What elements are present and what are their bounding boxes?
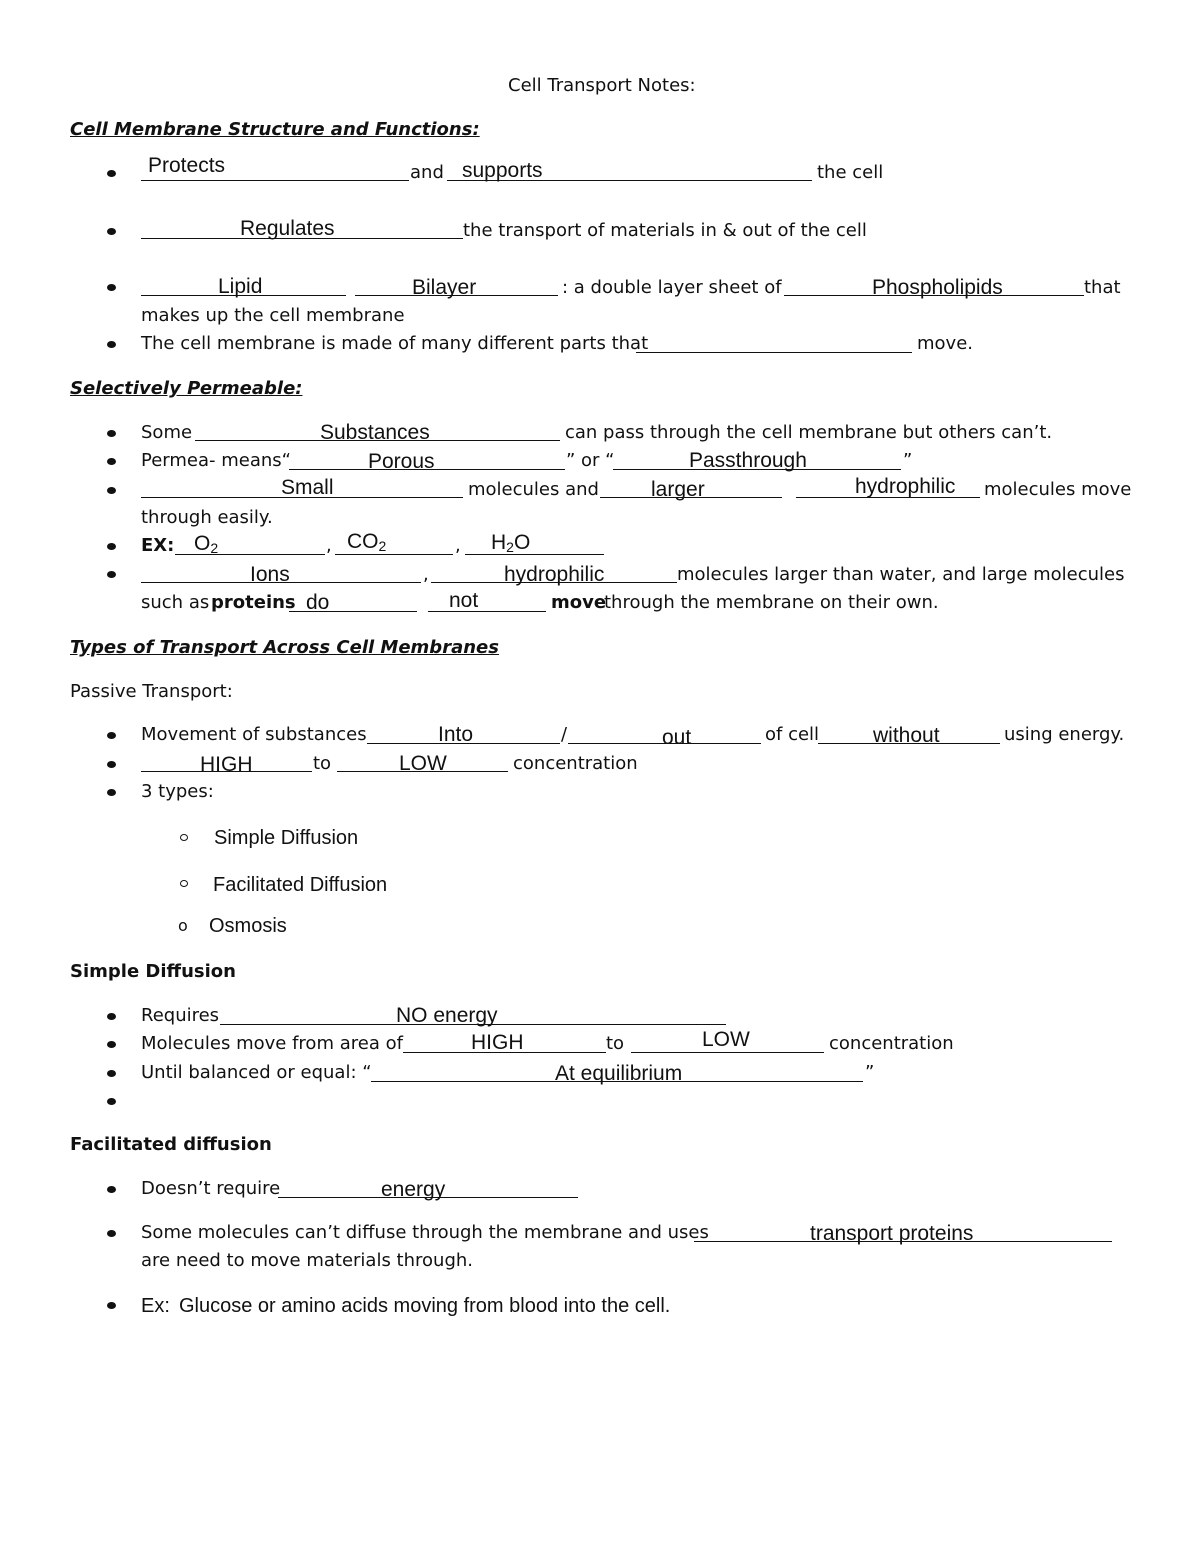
text-own: through the membrane on their own. (604, 592, 939, 613)
text-comma: , (423, 564, 429, 585)
ex-label: EX: (141, 535, 175, 556)
answer-phospholipids: Phospholipids (872, 276, 1003, 299)
text-three-types: 3 types: (141, 781, 214, 802)
text-close-quote-2: ” (865, 1062, 875, 1083)
bullet-icon (107, 1186, 116, 1193)
text-of-cell: of cell (765, 724, 820, 745)
text-comma: , (455, 535, 461, 556)
answer-not: not (449, 589, 479, 612)
answer-co2 (347, 531, 386, 552)
sub-bullet-icon (180, 880, 188, 887)
text-the-cell: the cell (817, 162, 884, 183)
text-some: Some (141, 422, 193, 443)
text-bilayer-def: : a double layer sheet of (562, 277, 782, 298)
o2-main: O (194, 532, 211, 555)
text-regulates: the transport of materials in & out of the cell (463, 220, 867, 241)
blank-line (428, 611, 546, 612)
answer-substances: Substances (320, 421, 430, 444)
text-molecules-move: molecules move (984, 479, 1132, 500)
bullet-icon (107, 1302, 116, 1309)
type-item-facilitated-diffusion: Facilitated Diffusion (213, 874, 388, 896)
text-concentration: concentration (513, 753, 638, 774)
h2o-h: H (491, 531, 507, 554)
bullet-icon (107, 1070, 116, 1077)
bullet-icon (107, 1013, 116, 1020)
text-using-energy: using energy. (1004, 724, 1125, 745)
type-item-simple-diffusion: Simple Diffusion (214, 827, 359, 849)
text-slash: / (561, 724, 568, 745)
blank-line (141, 180, 409, 181)
type-item-osmosis: Osmosis (209, 915, 287, 937)
text-to-2: to (606, 1033, 625, 1054)
answer-ions: Ions (250, 563, 290, 586)
bullet-icon (107, 284, 116, 291)
text-and: and (410, 162, 444, 183)
answer-bilayer: Bilayer (412, 276, 477, 299)
text-makes-up: makes up the cell membrane (141, 305, 405, 326)
blank-line (465, 554, 604, 555)
answer-high-2: HIGH (471, 1031, 524, 1054)
answer-porous: Porous (368, 450, 435, 473)
answer-hydrophilic: hydrophilic (855, 475, 956, 498)
move-bold: move (551, 592, 607, 613)
answer-out: out (662, 726, 692, 749)
text-close-quote: ” (903, 450, 913, 471)
text-concentration-2: concentration (829, 1033, 954, 1054)
answer-larger: larger (651, 478, 705, 501)
text-move-bold (551, 594, 606, 612)
blank-line (636, 352, 912, 353)
h2o-o: O (513, 531, 531, 554)
text-move: move. (917, 333, 973, 354)
example-text: Glucose or amino acids moving from blood into the cell. (179, 1295, 671, 1317)
text-that: that (1084, 277, 1121, 298)
answer-lipid: Lipid (218, 275, 263, 298)
bullet-icon (107, 228, 116, 235)
blank-line (631, 1052, 824, 1053)
answer-no-energy: NO energy (396, 1004, 498, 1027)
answer-low: LOW (399, 752, 447, 775)
bullet-icon (107, 170, 116, 177)
text-pass: can pass through the cell membrane but others can’t. (565, 422, 1053, 443)
text-until: Until balanced or equal: “ (141, 1062, 372, 1083)
blank-line (335, 554, 453, 555)
answer-h2o (491, 532, 530, 553)
answer-equilibrium: At equilibrium (555, 1062, 683, 1085)
co2-main: CO (347, 530, 379, 553)
text-ex-label (141, 537, 174, 555)
bullet-icon (107, 1098, 116, 1105)
bullet-icon (107, 341, 116, 348)
sub-bullet-marker: o (178, 916, 188, 935)
answer-transport-proteins: transport proteins (810, 1222, 974, 1245)
answer-without: without (873, 724, 940, 747)
co2-subscript: 2 (378, 538, 387, 554)
text-parts: The cell membrane is made of many different parts that (141, 333, 649, 354)
text-molecules-and: molecules and (468, 479, 599, 500)
section-heading-simple: Simple Diffusion (70, 961, 236, 982)
proteins-bold: proteins (211, 592, 296, 613)
bullet-icon (107, 487, 116, 494)
example-prefix: Ex: (141, 1295, 170, 1317)
section-heading-selective: Selectively Permeable: (70, 378, 303, 399)
bullet-icon (107, 571, 116, 578)
text-larger-than: molecules larger than water, and large molecules (677, 564, 1125, 585)
text-doesnt-require: Doesn’t require (141, 1178, 281, 1199)
answer-do: do (306, 591, 330, 614)
text-permea: Permea- means“ (141, 450, 291, 471)
section-heading-types: Types of Transport Across Cell Membranes (70, 637, 499, 658)
answer-hydrophilic-2: hydrophilic (504, 563, 605, 586)
answer-into: Into (438, 723, 474, 746)
answer-regulates: Regulates (240, 217, 335, 240)
text-movement: Movement of substances (141, 724, 367, 745)
answer-supports: supports (462, 159, 543, 182)
section-heading-membrane: Cell Membrane Structure and Functions: (70, 119, 480, 140)
text-such-as: such as (141, 592, 210, 613)
bullet-icon (107, 430, 116, 437)
bullet-icon (107, 789, 116, 796)
text-passive: Passive Transport: (70, 681, 233, 702)
answer-low-2: LOW (702, 1028, 750, 1051)
page-title: Cell Transport Notes: (508, 75, 696, 96)
text-molecules-move-area: Molecules move from area of (141, 1033, 403, 1054)
bullet-icon (107, 543, 116, 550)
h2o-subscript: 2 (506, 539, 514, 555)
answer-energy: energy (381, 1178, 446, 1201)
bullet-icon (107, 761, 116, 768)
answer-passthrough: Passthrough (689, 449, 807, 472)
bullet-icon (107, 458, 116, 465)
text-proteins (211, 594, 296, 612)
answer-o2 (194, 533, 218, 554)
text-to: to (313, 753, 332, 774)
sub-bullet-icon (180, 834, 188, 841)
text-or: ” or “ (566, 450, 615, 471)
text-through-easily: through easily. (141, 507, 273, 528)
o2-subscript: 2 (210, 540, 219, 556)
text-requires: Requires (141, 1005, 220, 1026)
text-are-need: are need to move materials through. (141, 1250, 473, 1271)
text-comma: , (326, 535, 332, 556)
answer-small: Small (281, 476, 334, 499)
bullet-icon (107, 1230, 116, 1237)
answer-high: HIGH (200, 753, 253, 776)
answer-protects: Protects (148, 154, 226, 177)
text-some-molecules: Some molecules can’t diffuse through the membrane and uses (141, 1222, 709, 1243)
bullet-icon (107, 732, 116, 739)
bullet-icon (107, 1041, 116, 1048)
section-heading-facilitated: Facilitated diffusion (70, 1134, 272, 1155)
